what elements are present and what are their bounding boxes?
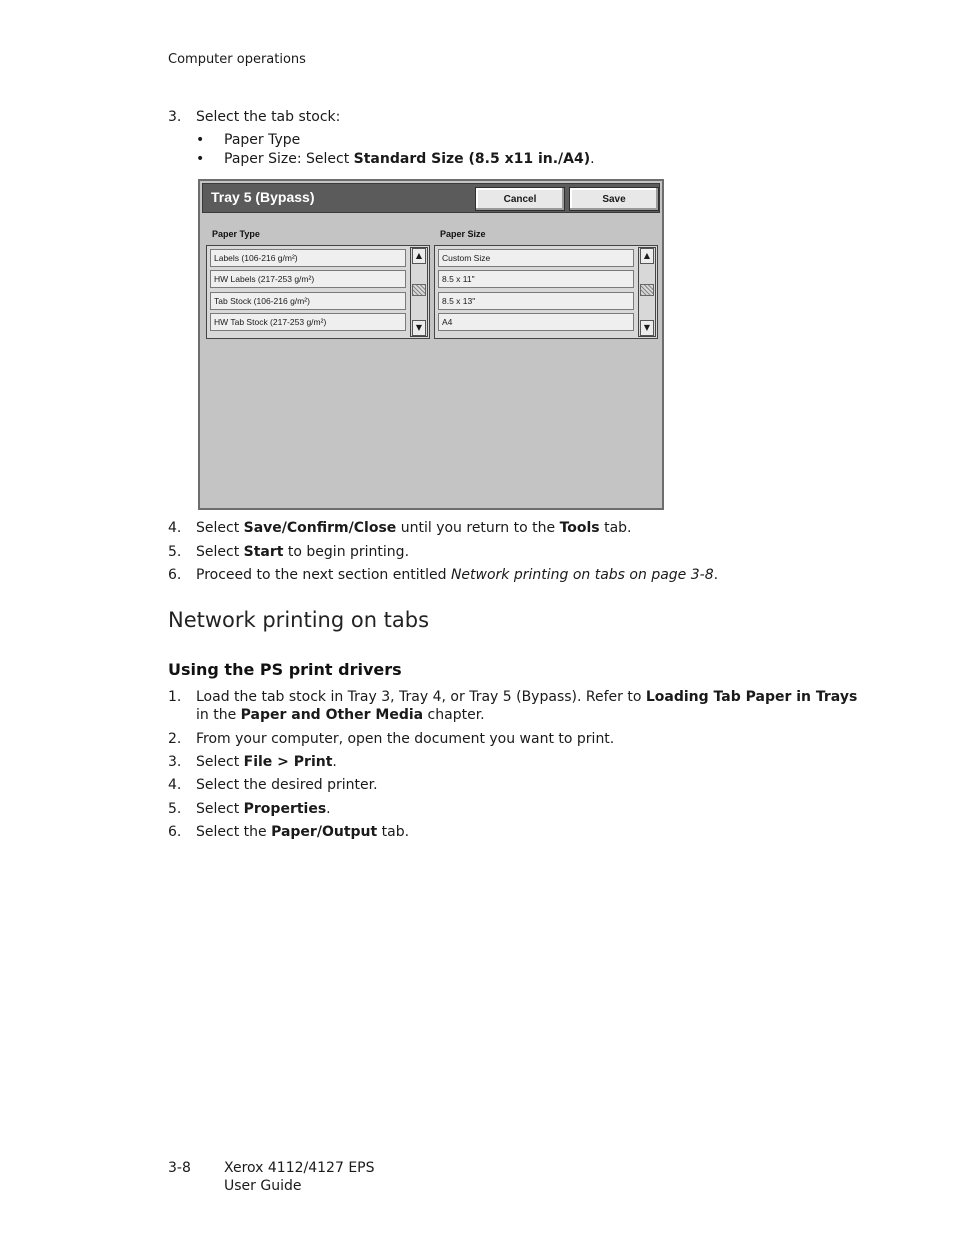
dialog-title: Tray 5 (Bypass) — [211, 189, 315, 205]
scroll-up-icon[interactable]: ▲ — [412, 248, 426, 264]
running-header: Computer operations — [168, 52, 306, 67]
step-text-line2: in the Paper and Other Media chapter. — [196, 707, 485, 723]
page-number: 3-8 — [168, 1160, 191, 1176]
paper-type-item[interactable]: HW Tab Stock (217-253 g/m²) — [210, 313, 406, 331]
step-number: 6. — [168, 567, 182, 583]
step-number: 6. — [168, 824, 182, 840]
bullet-text: Paper Size: Select Standard Size (8.5 x11 in./A4). — [224, 151, 595, 167]
cancel-button[interactable]: Cancel — [475, 187, 565, 211]
section-title: Network printing on tabs — [168, 608, 430, 632]
step-text: Select Start to begin printing. — [196, 544, 410, 560]
subsection-title: Using the PS print drivers — [168, 660, 402, 679]
bullet-icon: • — [196, 132, 205, 148]
step-number: 3. — [168, 109, 182, 125]
guide-name: User Guide — [224, 1178, 302, 1194]
step-text: Select File > Print. — [196, 754, 337, 770]
paper-type-item[interactable]: Tab Stock (106-216 g/m²) — [210, 292, 406, 310]
step-number: 1. — [168, 689, 182, 705]
step-text: From your computer, open the document you want to print. — [196, 731, 615, 747]
scroll-down-icon[interactable]: ▼ — [412, 320, 426, 336]
bullet-icon: • — [196, 151, 205, 167]
paper-size-item[interactable]: 8.5 x 11" — [438, 270, 634, 288]
paper-type-item[interactable]: Labels (106-216 g/m²) — [210, 249, 406, 267]
step-number: 3. — [168, 754, 182, 770]
product-name: Xerox 4112/4127 EPS — [224, 1160, 375, 1176]
bullet-text: Paper Type — [224, 132, 301, 148]
paper-size-item[interactable]: A4 — [438, 313, 634, 331]
step-number: 4. — [168, 777, 182, 793]
step-text: Proceed to the next section entitled Network printing on tabs on page 3-8. — [196, 567, 719, 583]
step-number: 4. — [168, 520, 182, 536]
step-text: Select the tab stock: — [196, 109, 341, 125]
paper-size-item[interactable]: 8.5 x 13" — [438, 292, 634, 310]
step-text: Select the desired printer. — [196, 777, 378, 793]
scroll-up-icon[interactable]: ▲ — [640, 248, 654, 264]
step-number: 2. — [168, 731, 182, 747]
tray-settings-screenshot — [198, 179, 664, 510]
step-text: Select the Paper/Output tab. — [196, 824, 410, 840]
paper-size-item[interactable]: Custom Size — [438, 249, 634, 267]
paper-size-list — [434, 245, 658, 339]
step-text: Select Properties. — [196, 801, 331, 817]
step-number: 5. — [168, 544, 182, 560]
paper-type-item[interactable]: HW Labels (217-253 g/m²) — [210, 270, 406, 288]
step-text: Select Save/Confirm/Close until you return to the Tools tab. — [196, 520, 632, 536]
paper-size-header: Paper Size — [440, 229, 486, 239]
paper-type-list — [206, 245, 430, 339]
scroll-thumb[interactable] — [412, 284, 426, 296]
paper-type-scrollbar[interactable] — [410, 247, 428, 337]
paper-size-scrollbar[interactable] — [638, 247, 656, 337]
step-number: 5. — [168, 801, 182, 817]
title-bar — [202, 183, 660, 213]
scroll-thumb[interactable] — [640, 284, 654, 296]
step-text: Load the tab stock in Tray 3, Tray 4, or Tray 5 (Bypass). Refer to Loading Tab Paper in Trays — [196, 689, 858, 705]
save-button[interactable]: Save — [569, 187, 659, 211]
scroll-down-icon[interactable]: ▼ — [640, 320, 654, 336]
cross-reference-link[interactable]: Network printing on tabs on page 3-8 — [450, 567, 714, 583]
paper-type-header: Paper Type — [212, 229, 260, 239]
